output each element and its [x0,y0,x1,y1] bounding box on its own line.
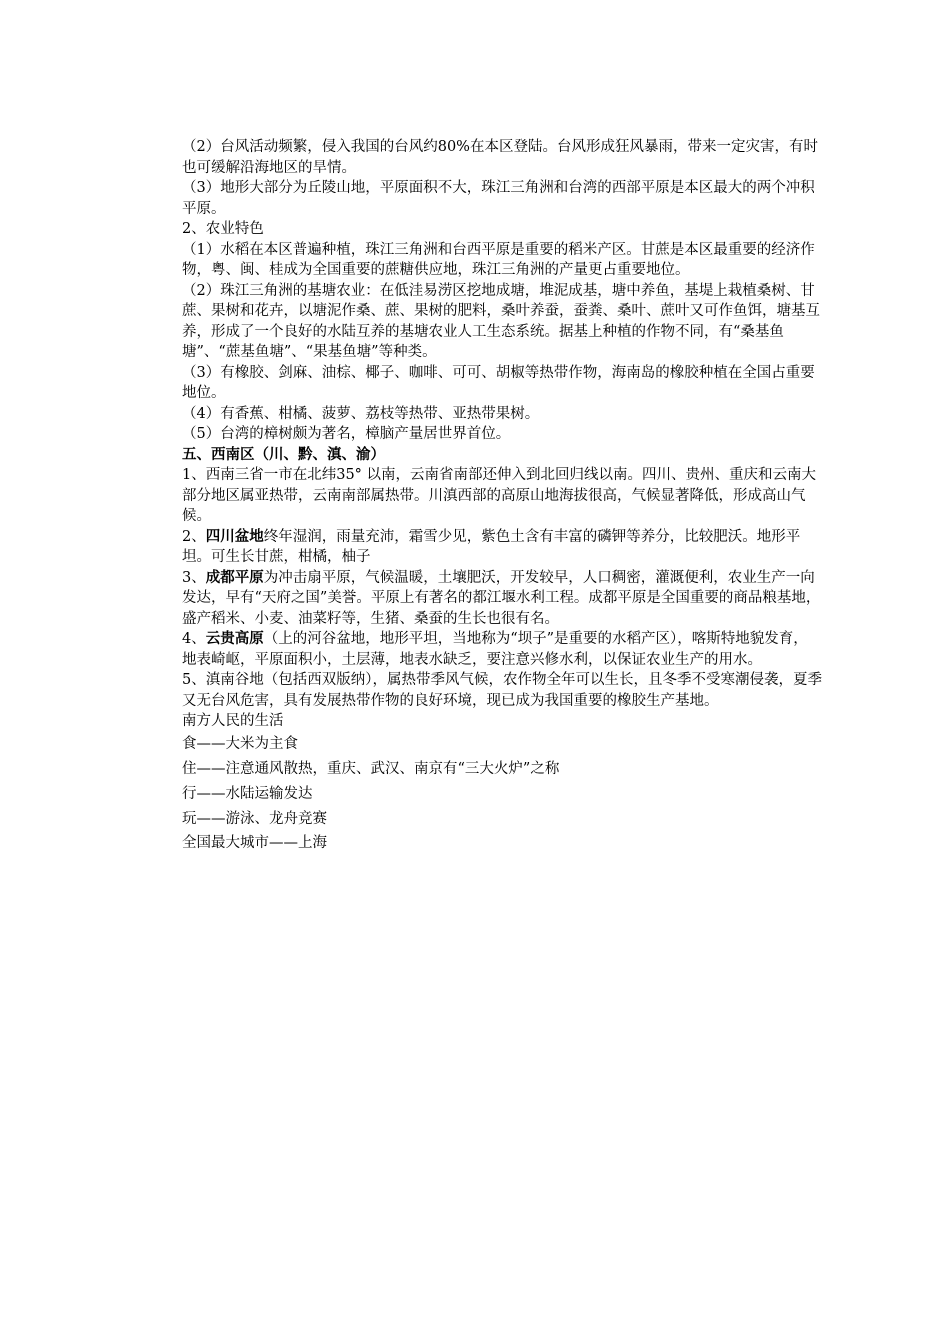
paragraph-text: 为冲击扇平原，气候温暖，土壤肥沃，开发较早，人口稠密，灌溉便利，农业生产一向发达，早有“天府之国”美誉。平原上有著名的都江堰水利工程。成都平原是全国重要的商品粮基地，盛产稻米、小麦、油菜籽等，生猪、桑蚕的生长也很有名。 [182,569,821,627]
paragraph-camphor: （5）台湾的樟树颇为著名，樟脑产量居世界首位。 [182,426,511,442]
life-item-food: 食——大米为主食 [182,735,298,752]
paragraph-text: 终年湿润，雨量充沛，霜雪少见，紫色土含有丰富的磷钾等养分，比较肥沃。地形平坦。可生长甘蔗，柑橘，柚子 [182,528,801,565]
paragraph-chengdu-plain [182,568,822,630]
life-item-housing: 住——注意通风散热，重庆、武汉、南京有“三大火炉”之称 [182,760,560,777]
heading-agriculture: 2、农业特色 [182,221,264,237]
term-chengdu-plain: 成都平原 [205,569,264,586]
life-item-transport: 行——水陆运输发达 [182,785,313,802]
heading-southern-life: 南方人民的生活 [182,713,284,729]
paragraph-southwest-climate: 1、西南三省一市在北纬35° 以南，云南省南部还伸入到北回归线以南。四川、贵州、重庆和云南大部分地区属亚热带，云南南部属热带。川滇西部的高原山地海拔很高，气候显著降低，形成高山气候。 [182,467,817,524]
document-body [182,137,822,854]
paragraph-tropical-crops: （3）有橡胶、剑麻、油棕、椰子、咖啡、可可、胡椒等热带作物，海南岛的橡胶种植在全国占重要地位。 [182,364,815,401]
paragraph-sichuan-basin [182,527,822,568]
paragraph-terrain: （3）地形大部分为丘陵山地，平原面积不大，珠江三角洲和台湾的西部平原是本区最大的两个冲积平原。 [182,180,815,217]
section-title-southwest: 五、西南区（川、黔、滇、渝） [182,446,385,463]
paragraph-dike-pond: （2）珠江三角洲的基塘农业：在低洼易涝区挖地成塘，堆泥成基，塘中养鱼，基堤上栽植桑树、甘蔗、果树和花卉，以塘泥作桑、蔗、果树的肥料，桑叶养蚕，蚕粪、桑叶、蔗叶又可作鱼饵，塘基互养，形成了一个良好的水陆互养的基塘农业人工生态系统。据基上种植的作物不同，有“桑基鱼塘”、“蔗基鱼塘”、“果基鱼塘”等种类。 [182,282,820,360]
term-yungui-plateau: 云贵高原 [205,631,264,647]
item-number: 3、 [182,569,206,586]
paragraph-south-yunnan: 5、滇南谷地（包括西双版纳），属热带季风气候，农作物全年可以生长，且冬季不受寒潮侵袭，夏季又无台风危害，具有发展热带作物的良好环境，现已成为我国重要的橡胶生产基地。 [182,672,822,709]
item-number: 2、 [182,528,206,545]
paragraph-rice-sugarcane: （1）水稻在本区普遍种植，珠江三角洲和台西平原是重要的稻米产区。甘蔗是本区最重要的经济作物，粤、闽、桂成为全国重要的蔗糖供应地，珠江三角洲的产量更占重要地位。 [182,241,815,278]
life-item-recreation: 玩——游泳、龙舟竞赛 [182,810,327,827]
paragraph-fruit-trees: （4）有香蕉、柑橘、菠萝、荔枝等热带、亚热带果树。 [182,405,540,422]
paragraph-text: （上的河谷盆地，地形平坦，当地称为“坝子”是重要的水稻产区），喀斯特地貌发育，地表崎岖，平原面积小，土层薄，地表水缺乏，要注意兴修水利，以保证农业生产的用水。 [182,631,808,668]
largest-city-line: 全国最大城市——上海 [182,834,327,851]
paragraph-typhoon: （2）台风活动频繁，侵入我国的台风约80%在本区登陆。台风形成狂风暴雨，带来一定灾害，有时也可缓解沿海地区的旱情。 [182,139,818,176]
paragraph-yungui-plateau [182,629,822,670]
term-sichuan-basin: 四川盆地 [205,528,264,545]
item-number: 4、 [182,631,206,647]
